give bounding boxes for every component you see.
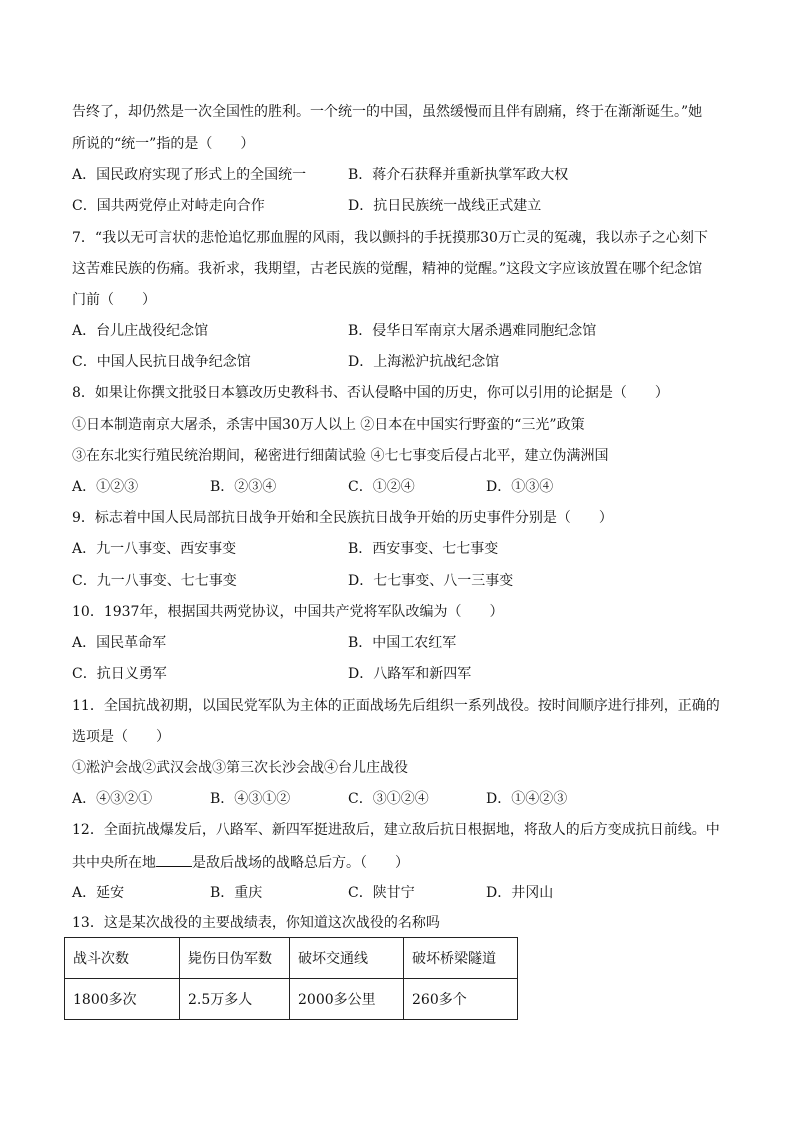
battle-results-table — [64, 937, 518, 1020]
question-10-option-b: B．中国工农红军 — [348, 635, 457, 651]
question-8-stem-line-2: ①日本制造南京大屠杀，杀害中国30万人以上 ②日本在中国实行野蛮的“三光”政策 — [72, 417, 585, 433]
question-6-stem-line-2: 所说的“统一”指的是（ ） — [72, 136, 255, 152]
question-8-option-c: C．①②④ — [348, 479, 415, 495]
question-11-option-c: C．③①②④ — [348, 791, 429, 807]
question-6-option-a: A．国民政府实现了形式上的全国统一 — [72, 167, 307, 183]
table-cell: 1800多次 — [65, 979, 180, 1020]
fill-in-blank — [156, 852, 192, 867]
table-cell: 260多个 — [404, 979, 518, 1020]
question-12-option-b: B．重庆 — [210, 885, 263, 901]
question-6-option-b: B．蒋介石获释并重新执掌军政大权 — [348, 167, 569, 183]
question-9-option-d: D．七七事变、八一三事变 — [348, 573, 514, 589]
question-6-option-c: C．国共两党停止对峙走向合作 — [72, 198, 265, 214]
question-8-stem-line-3: ③在东北实行殖民统治期间，秘密进行细菌试验 ④七七事变后侵占北平，建立伪满洲国 — [72, 448, 609, 464]
question-7-option-a: A．台儿庄战役纪念馆 — [72, 323, 209, 339]
question-6-option-d: D．抗日民族统一战线正式建立 — [348, 198, 542, 214]
question-10-option-a: A．国民革命军 — [72, 635, 167, 651]
question-12-stem-line-1: 12．全面抗战爆发后，八路军、新四军挺进敌后，建立敌后抗日根据地，将敌人的后方变成抗日前线。中 — [72, 822, 720, 838]
table-header-cell: 破坏交通线 — [290, 938, 404, 979]
question-12-stem-line-2 — [72, 852, 409, 873]
question-7-option-c: C．中国人民抗日战争纪念馆 — [72, 354, 251, 370]
question-9-stem: 9．标志着中国人民局部抗日战争开始和全民族抗日战争开始的历史事件分别是（ ） — [72, 510, 613, 526]
question-9-option-b: B．西安事变、七七事变 — [348, 541, 499, 557]
question-7-stem-line-1: 7．“我以无可言状的悲怆追忆那血腥的风雨，我以颤抖的手抚摸那30万亡灵的冤魂，我以赤子之心刻下 — [72, 230, 708, 246]
question-11-option-d: D．①④②③ — [486, 791, 568, 807]
question-8-stem-line-1: 8．如果让你撰文批驳日本篡改历史教科书、否认侵略中国的历史，你可以引用的论据是（ ） — [72, 385, 669, 401]
question-11-option-a: A．④③②① — [72, 791, 153, 807]
question-10-option-c: C．抗日义勇军 — [72, 666, 167, 682]
table-cell: 2000多公里 — [290, 979, 404, 1020]
question-8-option-d: D．①③④ — [486, 479, 554, 495]
question-10-option-d: D．八路军和新四军 — [348, 666, 472, 682]
question-9-option-a: A．九一八事变、西安事变 — [72, 541, 237, 557]
table-header-row — [65, 938, 518, 979]
question-8-option-b: B．②③④ — [210, 479, 277, 495]
question-12-option-c: C．陕甘宁 — [348, 885, 415, 901]
question-11-stem-line-2: 选项是（ ） — [72, 729, 170, 745]
question-11-stem-line-1: 11．全国抗战初期，以国民党军队为主体的正面战场先后组织一系列战役。按时间顺序进行排列，正确的 — [72, 698, 720, 714]
table-header-cell: 毙伤日伪军数 — [180, 938, 290, 979]
question-11-stem-line-3: ①淞沪会战②武汉会战③第三次长沙会战④台儿庄战役 — [72, 760, 408, 776]
question-11-option-b: B．④③①② — [210, 791, 291, 807]
table-row — [65, 979, 518, 1020]
question-10-stem: 10．1937年，根据国共两党协议，中国共产党将军队改编为（ ） — [72, 604, 504, 620]
question-12-stem-line-2-end: 是敌后战场的战略总后方。（ ） — [192, 855, 409, 871]
question-12-option-a: A．延安 — [72, 885, 125, 901]
question-8-option-a: A．①②③ — [72, 479, 139, 495]
question-7-option-b: B．侵华日军南京大屠杀遇难同胞纪念馆 — [348, 323, 597, 339]
question-7-option-d: D．上海淞沪抗战纪念馆 — [348, 354, 500, 370]
question-9-option-c: C．九一八事变、七七事变 — [72, 573, 237, 589]
question-12-option-d: D．井冈山 — [486, 885, 554, 901]
table-header-cell: 破坏桥梁隧道 — [404, 938, 518, 979]
table-cell: 2.5万多人 — [180, 979, 290, 1020]
question-12-stem-line-2-start: 共中央所在地 — [72, 855, 156, 871]
question-6-stem-line-1: 告终了，却仍然是一次全国性的胜利。一个统一的中国，虽然缓慢而且伴有剧痛，终于在渐渐诞生。”她 — [72, 104, 703, 120]
table-header-cell: 战斗次数 — [65, 938, 180, 979]
question-13-stem: 13．这是某次战役的主要战绩表，你知道这次战役的名称吗 — [72, 915, 440, 931]
question-7-stem-line-3: 门前（ ） — [72, 292, 156, 308]
question-7-stem-line-2: 这苦难民族的伤痛。我祈求，我期望，古老民族的觉醒，精神的觉醒。”这段文字应该放置在哪个纪念馆 — [72, 261, 703, 277]
